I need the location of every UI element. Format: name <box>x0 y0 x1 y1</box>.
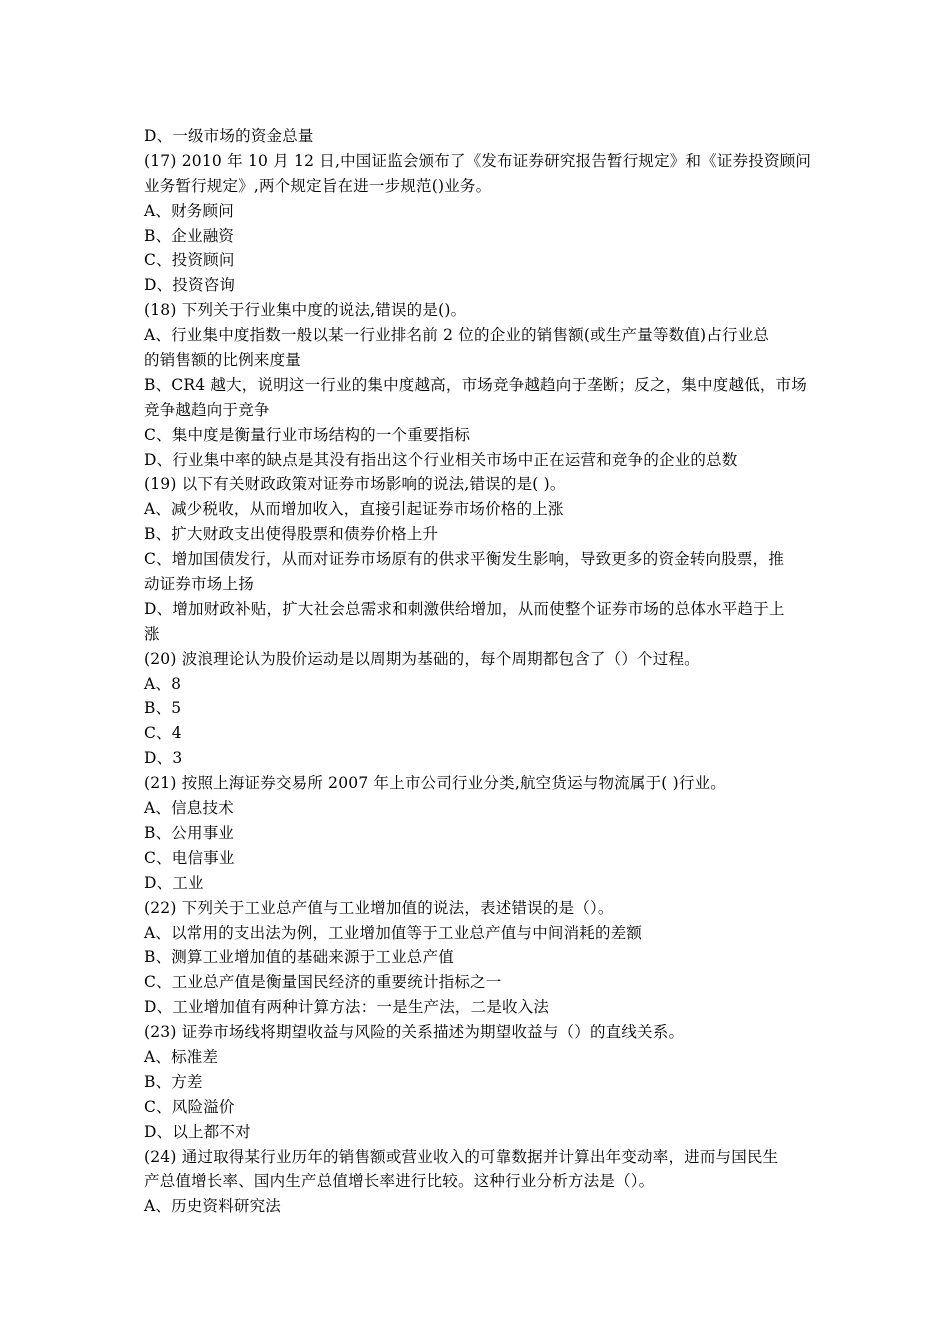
answer-option: B、扩大财政支出使得股票和债券价格上升 <box>144 525 439 544</box>
text-line: 竞争越趋向于竞争 <box>144 400 270 419</box>
text-line: 涨 <box>144 624 160 643</box>
question-20-stem: (20) 波浪理论认为股价运动是以周期为基础的，每个周期都包含了（）个过程。 <box>144 649 700 668</box>
question-22-stem: (22) 下列关于工业总产值与工业增加值的说法，表述错误的是（）。 <box>144 898 614 917</box>
answer-option: B、方差 <box>144 1072 203 1091</box>
question-23-stem: (23) 证券市场线将期望收益与风险的关系描述为期望收益与（）的直线关系。 <box>144 1023 685 1042</box>
question-19-stem: (19) 以下有关财政政策对证券市场影响的说法,错误的是( )。 <box>144 475 566 494</box>
answer-option: D、增加财政补贴，扩大社会总需求和刺激供给增加，从而使整个证券市场的总体水平趋于上 <box>144 599 785 618</box>
answer-option: C、集中度是衡量行业市场结构的一个重要指标 <box>144 425 471 444</box>
answer-option: A、减少税收，从而增加收入，直接引起证券市场价格的上涨 <box>144 500 564 519</box>
answer-option: D、投资咨询 <box>144 276 236 295</box>
answer-option: C、增加国债发行，从而对证券市场原有的供求平衡发生影响，导致更多的资金转向股票，推 <box>144 550 785 569</box>
answer-option: B、5 <box>144 699 182 718</box>
answer-option: B、CR4 越大，说明这一行业的集中度越高，市场竞争越趋向于垄断；反之，集中度越低，市场 <box>144 375 808 394</box>
text-line: 动证券市场上扬 <box>144 575 254 594</box>
question-18-stem: (18) 下列关于行业集中度的说法,错误的是()。 <box>144 301 467 320</box>
text-line: D、一级市场的资金总量 <box>144 127 314 145</box>
answer-option: A、以常用的支出法为例，工业增加值等于工业总产值与中间消耗的差额 <box>144 923 643 942</box>
answer-option: A、行业集中度指数一般以某一行业排名前 2 位的企业的销售额(或生产量等数值)占行业总 <box>144 326 770 345</box>
text-line: 业务暂行规定》,两个规定旨在进一步规范()业务。 <box>144 176 492 195</box>
text-line: 的销售额的比例来度量 <box>144 351 302 370</box>
question-24-stem: (24) 通过取得某行业历年的销售额或营业收入的可靠数据并计算出年变动率，进而与国民生 <box>144 1147 779 1166</box>
answer-option: A、信息技术 <box>144 799 234 818</box>
question-21-stem: (21) 按照上海证券交易所 2007 年上市公司行业分类,航空货运与物流属于( )行业。 <box>144 774 726 793</box>
answer-option: C、4 <box>144 724 182 743</box>
answer-option: D、工业 <box>144 873 204 892</box>
answer-option: A、8 <box>144 674 182 693</box>
answer-option: D、3 <box>144 749 183 768</box>
answer-option: C、投资顾问 <box>144 251 235 270</box>
answer-option: D、工业增加值有两种计算方法：一是生产法，二是收入法 <box>144 998 550 1017</box>
answer-option: A、标准差 <box>144 1047 219 1066</box>
text-line: 产总值增长率、国内生产总值增长率进行比较。这种行业分析方法是（）。 <box>144 1172 655 1191</box>
answer-option: D、以上都不对 <box>144 1122 251 1141</box>
document-page <box>144 124 812 1219</box>
answer-option: B、企业融资 <box>144 226 235 245</box>
question-17-stem: (17) 2010 年 10 月 12 日,中国证监会颁布了《发布证券研究报告暂行规定》和《证券投资顾问 <box>144 151 812 170</box>
answer-option: A、历史资料研究法 <box>144 1197 281 1216</box>
answer-option: B、测算工业增加值的基础来源于工业总产值 <box>144 948 454 967</box>
answer-option: C、工业总产值是衡量国民经济的重要统计指标之一 <box>144 973 502 992</box>
answer-option: D、行业集中率的缺点是其没有指出这个行业相关市场中正在运营和竞争的企业的总数 <box>144 450 738 469</box>
answer-option: C、电信事业 <box>144 848 235 867</box>
answer-option: C、风险溢价 <box>144 1097 235 1116</box>
answer-option: A、财务顾问 <box>144 201 234 220</box>
answer-option: B、公用事业 <box>144 823 235 842</box>
